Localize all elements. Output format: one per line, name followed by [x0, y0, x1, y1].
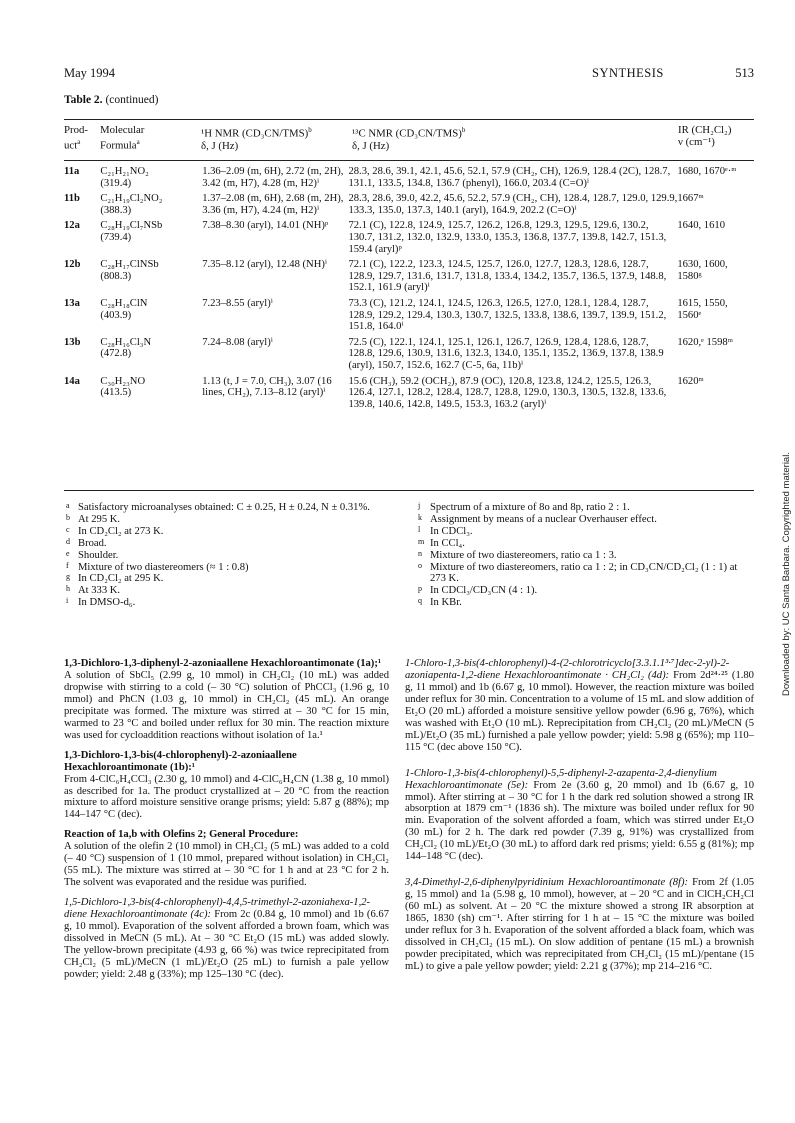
- h-nmr-cell-h: 1.13 (t, J = 7.0, CH₃), 3.07 (16 lines, CH₂), 7.13–8.12 (aryl)ⁱ: [202, 375, 332, 399]
- footnote-text: Spectrum of a mixture of 8o and 8p, ratio 2 : 1.: [430, 502, 630, 513]
- procedure-4d-text: From 2d²⁴·²⁵ (1.80 g, 11 mmol) and 1b (6.67 g, 10 mmol). However, the reaction mixture was boiled under reflux for 30 min. Concentration to a volume of 15 mL and slow addition of Et₂O (20 mL) afforded a moisture sensitive yellow powder (6.96 g, 76%), which was washed with Et₂O (10 mL). Reprecipitation from CH₂Cl₂ (20 mL)/MeCN (5 mL)/Et₂O (35 mL) furnished a pale yellow powder; yield: 5.98 g (65%); mp 110–115 °C (dec above 150 °C).: [405, 669, 754, 753]
- column-header-13c-nmr: ¹³C NMR $(CD_3CN/TMS)^b$ δ, J (Hz): [352, 126, 466, 152]
- footnote-text: At 333 K.: [78, 585, 121, 597]
- procedure-4c: [64, 897, 389, 981]
- c-nmr-cell-c: 72.1 (C), 122.8, 124.9, 125.7, 126.2, 126.8, 129.3, 129.5, 129.6, 130.2, 130.7, 131.2, 132.0, 132.9, 133.0, 135.3, 136.8, 137.7, 139.8, 142.7, 151.3, 159.4 (aryl)ᵖ: [348, 220, 667, 255]
- product-id-cell: [64, 259, 100, 298]
- h-nmr-cell: [202, 298, 348, 337]
- procedure-8f: [405, 877, 754, 973]
- product-id-cell: [64, 166, 100, 193]
- h-nmr-cell-h: 1.36–2.09 (m, 6H), 2.72 (m, 2H), 3.42 (m, H7), 4.28 (m, H2)ⁱ: [202, 166, 344, 189]
- footnote-mark: e: [66, 548, 70, 558]
- h-nmr-cell-h: 7.35–8.12 (aryl), 12.48 (NH)ⁱ: [202, 259, 328, 271]
- c-nmr-cell: [348, 259, 677, 298]
- h-nmr-cell: [202, 376, 348, 415]
- table-caption-rest: (continued): [102, 94, 159, 106]
- footnote-mark: o: [418, 560, 422, 570]
- download-watermark: [781, 452, 792, 700]
- procedure-1b-text: From 4-ClC₆H₄CCl₃ (2.30 g, 10 mmol) and 4-ClC₆H₄CN (1.38 g, 10 mmol) as described for 1a. The product crystallized at – 20 °C from the reaction mixture to afford moisture sensitive orange prisms; yield: 5.87 g (88%); mp 144–147 °C (dec).: [64, 773, 389, 821]
- product-id-cell-id: 13a: [64, 297, 80, 309]
- table-caption-label: Table 2.: [64, 94, 103, 106]
- product-id-cell: [64, 337, 100, 376]
- h-nmr-cell: [202, 166, 348, 193]
- table-top-rule: [64, 119, 754, 120]
- ir-cell: [677, 298, 754, 337]
- footnote-mark: l: [418, 524, 421, 534]
- footnote-text: In DMSO-d₆.: [78, 597, 136, 609]
- formula-cell-mass: (413.5): [100, 387, 132, 399]
- footnote-text: In CD₂Cl₂ at 273 K.: [78, 525, 164, 537]
- product-id-cell-id: 13b: [64, 336, 81, 348]
- compound-5e-name: 1-Chloro-1,3-bis(4-chlorophenyl)-5,5-diphenyl-2-azapenta-2,4-dienylium Hexachloroantimonate (5e):: [405, 767, 717, 791]
- formula-cell: [100, 376, 202, 415]
- ir-cell-ir: 1615, 1550, 1560ᵉ: [677, 297, 728, 321]
- footnote-mark: h: [66, 584, 70, 594]
- h-nmr-cell: [202, 337, 348, 376]
- download-watermark-text: Downloaded by: UC Santa Barbara. Copyrighted material.: [781, 452, 792, 696]
- formula-cell: [100, 298, 202, 337]
- compound-4d-name: 1-Chloro-1,3-bis(4-chlorophenyl)-4-(2-chlorotricyclo[3.3.1.1³·⁷]dec-2-yl)-2-azoniapenta-1,2-diene Hexachloroantimonate · CH₂Cl₂ (4d):: [405, 658, 730, 681]
- footnote: [64, 573, 384, 585]
- h-nmr-cell-h: 7.38–8.30 (aryl), 14.01 (NH)ᵖ: [202, 220, 329, 232]
- footnotes-left-column: [64, 502, 384, 609]
- procedure-5e-text: From 2e (3.60 g, 20 mmol) and 1b (6.67 g, 10 mmol). After stirring at – 30 °C for 1 h the dark red solution showed a strong IR absorption at 1879 cm⁻¹ (1836 sh). The mixture was boiled under reflux for 90 min. Evaporation of the solvent afforded a foam, which was stirred under Et₂O (30 mL) for 2 h. The dark red powder (7.39 g, 91%) was crystallized from CH₂Cl₂ (10 mL)/Et₂O (30 mL) to afford dark red prisms; yield: 6.55 g (81%); mp 144–148 °C (dec).: [405, 779, 754, 863]
- compound-8f-name: 3,4-Dimethyl-2,6-diphenylpyridinium Hexachloroantimonate (8f):: [405, 877, 689, 889]
- footnote-text: Mixture of two diastereomers, ratio ca 1 : 3.: [430, 549, 617, 561]
- h-nmr-cell-h: 7.23–8.55 (aryl)ⁱ: [202, 297, 273, 309]
- formula-cell-formula: C₂₈H₁₈ClN: [100, 297, 148, 309]
- footnote: [416, 550, 754, 562]
- formula-cell-formula: C₃₀H₂₃NO: [100, 375, 146, 387]
- product-id-cell-id: 11b: [64, 193, 80, 205]
- procedure-5e: [405, 768, 754, 864]
- footnote: [416, 597, 754, 609]
- table-body: [64, 166, 754, 414]
- footnote-text: Shoulder.: [78, 549, 119, 561]
- footnote-mark: c: [66, 524, 70, 534]
- page-number: 513: [735, 66, 754, 80]
- formula-cell: [100, 337, 202, 376]
- issue-date: May 1994: [64, 66, 116, 80]
- column-header-1h-nmr: ¹H NMR $(CD_3CN/TMS)^b$ δ, J (Hz): [201, 126, 312, 152]
- general-procedure: [64, 829, 389, 889]
- footnote-mark: q: [418, 596, 422, 606]
- ir-cell: [677, 376, 754, 415]
- formula-cell-mass: (388.3): [100, 204, 132, 216]
- c-nmr-cell-c: 28.3, 28.6, 39.1, 42.1, 45.6, 52.1, 57.9 (CH₂, CH), 126.9, 128.4 (2C), 128.7, 131.1, 133.5, 134.8, 136.7 (phenyl), 166.0, 203.4 (C=O)ⁱ: [348, 166, 671, 189]
- procedure-4c-text: From 2c (0.84 g, 10 mmol) and 1b (6.67 g, 10 mmol). Evaporation of the solvent afforded a brown foam, which was dissolved in MeCN (5 mL). At – 30 °C Et₂O (15 mL) was added slowly. The yellow-brown precipitate (4.93 g, 66 %) was twice reprecipitated from CH₂Cl₂ (5 mL)/MeCN (1 mL)/Et₂O (25 mL) to furnish a pale yellow powder; yield: 2.48 g (33%); mp 125–130 °C (dec).: [64, 909, 390, 980]
- footnote-text: In KBr.: [430, 597, 462, 609]
- product-id-cell-id: 14a: [64, 375, 80, 387]
- footnote: [416, 585, 754, 597]
- product-id-cell: [64, 220, 100, 259]
- c-nmr-cell-c: 28.3, 28.6, 39.0, 42.2, 45.6, 52.2, 57.9 (CH₂, CH), 128.4, 128.7, 129.0, 129.9, 133.3, 135.0, 137.3, 140.1 (aryl), 164.9, 202.2 (C=O)ⁱ: [348, 193, 678, 216]
- ir-cell-ir: 1680, 1670ᵉ·ᵐ: [677, 166, 737, 177]
- c-nmr-cell: [348, 337, 677, 376]
- h-nmr-cell: [202, 193, 348, 220]
- c-nmr-cell: [348, 166, 677, 193]
- formula-cell-mass: (808.3): [100, 270, 132, 282]
- footnotes-right-column: [416, 502, 754, 609]
- formula-cell: [100, 166, 202, 193]
- table-caption: [64, 94, 158, 106]
- procedure-4d: [405, 658, 754, 754]
- table-row: [64, 193, 754, 220]
- product-id-cell-id: 12b: [64, 259, 81, 271]
- footnote: [416, 526, 754, 538]
- footnote-mark: b: [66, 512, 70, 522]
- formula-cell: [100, 259, 202, 298]
- h-nmr-cell: [202, 259, 348, 298]
- h-nmr-cell: [202, 220, 348, 259]
- formula-cell-formula: C₂₁H₂₁NO₂: [100, 166, 149, 177]
- footnote: [64, 585, 384, 597]
- product-id-cell-id: 12a: [64, 220, 80, 232]
- body-column-right: [405, 658, 754, 981]
- footnote: [64, 550, 384, 562]
- data-table: [64, 166, 754, 414]
- procedure-1a: [64, 658, 389, 742]
- column-header-product: Prod- uct$^a$: [64, 124, 88, 152]
- footnote-mark: j: [418, 501, 421, 510]
- formula-cell-formula: C₂₈H₁₆Cl₃N: [100, 336, 152, 348]
- body-column-left: [64, 658, 389, 989]
- footnote-text: In CCl₄.: [430, 537, 465, 549]
- procedure-1a-text: A solution of SbCl₅ (2.99 g, 10 mmol) in CH₂Cl₂ (10 mL) was added dropwise with stirring to a cold (– 30 °C) solution of PhCCl₃ (1.96 g, 10 mmol) and PhCN (1.03 g, 10 mmol) in CH₂Cl₂ (45 mL). An orange precipitate was formed. The mixture was stirred at – 30 °C for 15 min, warmed to 23 °C and boiled under reflux for 30 min. The reaction mixture was used for cycloaddition reactions without isolation of 1a.¹: [64, 669, 389, 741]
- product-id-cell: [64, 193, 100, 220]
- ir-cell: [677, 166, 754, 193]
- formula-cell-mass: (319.4): [100, 177, 132, 189]
- table-row: [64, 298, 754, 337]
- general-procedure-text: A solution of the olefin 2 (10 mmol) in CH₂Cl₂ (5 mL) was added to a cold (– 40 °C) suspension of 1 (10 mmol, prepared without isolation) in CH₂Cl₂ (55 mL). The mixture was stirred at – 30 °C for 1 h and at 23 °C for 2 h. The solvent was evaporated and the residue was purified.: [64, 841, 389, 889]
- formula-cell: [100, 220, 202, 259]
- footnote-text: Satisfactory microanalyses obtained: C ± 0.25, H ± 0.24, N ± 0.31%.: [78, 502, 370, 513]
- running-head: [64, 66, 754, 82]
- c-nmr-cell: [348, 193, 677, 220]
- product-id-cell-id: 11a: [64, 166, 80, 177]
- footnote: [64, 502, 384, 514]
- procedure-1b-heading: 1,3-Dichloro-1,3-bis(4-chlorophenyl)-2-azoniaallene Hexachloroantimonate (1b):¹: [64, 749, 297, 773]
- compound-4c-name: 1,5-Dichloro-1,3-bis(4-chlorophenyl)-4,4,5-trimethyl-2-azoniahexa-1,2-diene Hexachloroantimonate (4c):: [64, 897, 371, 921]
- h-nmr-cell-h: 1.37–2.08 (m, 6H), 2.68 (m, 2H), 3.36 (m, H7), 4.24 (m, H2)ⁱ: [202, 193, 344, 216]
- c-nmr-cell: [348, 376, 677, 415]
- footnote: [416, 538, 754, 550]
- footnote-text: In CD₂Cl₂ at 295 K.: [78, 573, 164, 585]
- formula-cell-formula: C₂₈H₁₇ClNSb: [100, 259, 159, 271]
- table-bottom-rule: [64, 490, 754, 491]
- footnote: [64, 562, 384, 574]
- column-header-formula: Molecular Formula$^a$: [100, 124, 145, 152]
- c-nmr-cell: [348, 298, 677, 337]
- footnote: [64, 538, 384, 550]
- footnote-text: Mixture of two diastereomers, ratio ca 1 : 2; in CD₃CN/CD₂Cl₂ (1 : 1) at 273 K.: [430, 561, 738, 585]
- footnote-text: In CDCl₃.: [430, 525, 473, 537]
- c-nmr-cell-c: 72.5 (C), 122.1, 124.1, 125.1, 126.1, 126.7, 126.9, 128.4, 128.6, 128.7, 128.8, 129.6, 130.9, 131.6, 132.3, 134.0, 135.1, 135.2, 136.9, 137.8, 138.9 (aryl), 150.7, 152.6, 162.7 (C-5, 6a, 11b)ⁱ: [348, 336, 664, 371]
- product-id-cell: [64, 376, 100, 415]
- c-nmr-cell: [348, 220, 677, 259]
- table-row: [64, 166, 754, 193]
- formula-cell-mass: (472.8): [100, 348, 132, 360]
- footnote-mark: d: [66, 536, 70, 546]
- h-nmr-cell-h: 7.24–8.08 (aryl)ⁱ: [202, 336, 273, 348]
- footnote-text: In CDCl₃/CD₃CN (4 : 1).: [430, 585, 538, 597]
- table-row: [64, 376, 754, 415]
- procedure-1b: [64, 750, 389, 822]
- formula-cell-formula: C₂₈H₁₉Cl₇NSb: [100, 220, 163, 232]
- formula-cell-mass: (403.9): [100, 309, 132, 321]
- ir-cell: [677, 193, 754, 220]
- table-header: [64, 124, 754, 160]
- footnote-mark: g: [66, 572, 70, 582]
- ir-cell: [677, 337, 754, 376]
- footnote-mark: n: [418, 548, 422, 558]
- footnote: [416, 562, 754, 586]
- ir-cell-ir: 1667ᵐ: [677, 193, 704, 205]
- footnote-mark: k: [418, 512, 422, 522]
- formula-cell-formula: C₂₁H₁₉Cl₂NO₂: [100, 193, 163, 205]
- footnote-mark: f: [66, 560, 69, 570]
- journal-name: SYNTHESIS: [592, 66, 664, 80]
- ir-cell: [677, 220, 754, 259]
- procedure-1a-heading: 1,3-Dichloro-1,3-diphenyl-2-azoniaallene Hexachloroantimonate (1a);¹: [64, 658, 382, 669]
- table-header-rule: [64, 160, 754, 161]
- ir-cell: [677, 259, 754, 298]
- footnote: [64, 526, 384, 538]
- product-id-cell: [64, 298, 100, 337]
- ir-cell-ir: 1640, 1610: [677, 220, 725, 232]
- footnote: [64, 514, 384, 526]
- footnote: [64, 597, 384, 609]
- ir-cell-ir: 1630, 1600, 1580ᵍ: [677, 259, 728, 282]
- footnote-mark: i: [66, 596, 69, 606]
- c-nmr-cell-c: 72.1 (C), 122.2, 123.3, 124.5, 125.7, 126.0, 127.7, 128.3, 128.6, 128.7, 128.9, 129.7, 131.6, 131.7, 131.8, 133.4, 134.2, 135.7, 136.5, 137.9, 148.8, 152.1, 161.9 (aryl)ⁱ: [348, 259, 667, 294]
- footnote-mark: a: [66, 501, 70, 510]
- general-procedure-heading: Reaction of 1a,b with Olefins 2; General Procedure:: [64, 829, 299, 841]
- formula-cell-mass: (739.4): [100, 231, 132, 243]
- procedure-8f-text: From 2f (1.05 g, 15 mmol) and 1a (5.98 g, 10 mmol), however, at – 20 °C and in ClCH₂CH₂Cl (60 mL) as solvent. At – 20 °C the mixture showed a strong IR absorption at 1865, 1830 (sh) cm⁻¹. After stirring for 1 h at – 15 °C the mixture was boiled under reflux for 3 h. Evaporation of the solvent afforded a black foam, which was dissolved in CH₂Cl₂ (15 mL). On slow addition of pentane (15 mL) a brownish powder precipitated, which was reprecipitated from CH₂Cl₂ (15 mL)/pentane (15 mL) to give a pale yellow powder; yield: 2.21 g (37%); mp 214–216 °C.: [405, 877, 754, 972]
- footnote-text: At 295 K.: [78, 513, 121, 525]
- footnote-text: Mixture of two diastereomers (≈ 1 : 0.8): [78, 561, 249, 573]
- footnote: [416, 514, 754, 526]
- table-row: [64, 259, 754, 298]
- column-header-ir: IR (CH₂Cl₂) ν (cm⁻¹): [678, 124, 732, 148]
- footnote-mark: p: [418, 584, 422, 594]
- formula-cell: [100, 193, 202, 220]
- footnote-text: Broad.: [78, 537, 107, 549]
- footnote: [416, 502, 754, 514]
- c-nmr-cell-c: 15.6 (CH₃), 59.2 (OCH₂), 87.9 (OC), 120.8, 123.8, 124.2, 125.5, 126.3, 126.4, 127.1, 128.2, 128.4, 128.7, 128.8, 129.0, 130.3, 130.5, 132.8, 133.6, 139.8, 140.6, 142.8, 149.5, 153.3, 163.2 (aryl)ⁱ: [348, 375, 667, 410]
- table-row: [64, 337, 754, 376]
- ir-cell-ir: 1620ᵐ: [677, 375, 704, 387]
- c-nmr-cell-c: 73.3 (C), 121.2, 124.1, 124.5, 126.3, 126.5, 127.0, 128.1, 128.4, 128.7, 128.9, 129.2, 129.4, 130.3, 130.7, 132.5, 133.8, 138.6, 139.7, 139.9, 151.2, 151.8, 164.0ⁱ: [348, 297, 667, 333]
- ir-cell-ir: 1620,ᵉ 1598ᵐ: [677, 336, 733, 348]
- table-row: [64, 220, 754, 259]
- footnote-mark: m: [418, 536, 425, 546]
- table-footnotes: [64, 501, 754, 609]
- footnote-text: Assignment by means of a nuclear Overhauser effect.: [430, 513, 657, 525]
